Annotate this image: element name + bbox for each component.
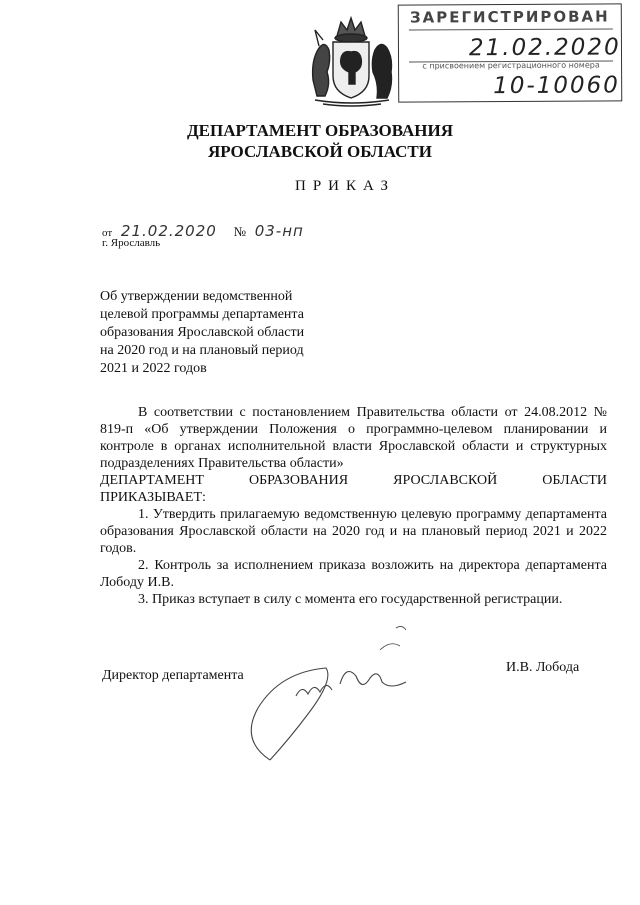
stamp-title: ЗАРЕГИСТРИРОВАН — [409, 7, 610, 27]
document-date: 21.02.2020 — [120, 222, 217, 240]
order-item: 2. Контроль за исполнением приказа возложить на директора департамента Лободу И.В. — [100, 558, 607, 590]
stamp-date: 21.02.2020 — [468, 34, 621, 62]
order-item: 1. Утвердить прилагаемую ведомственную целевую программу департамента образования Ярославской области на 2020 год и на плановый период 2021 и 2022 годов. — [100, 507, 607, 556]
order-item: 3. Приказ вступает в силу с момента его государственной регистрации. — [138, 592, 563, 607]
document-city: г. Ярославль — [102, 237, 161, 249]
subject-line: целевой программы департамента — [100, 307, 304, 322]
document-type: ПРИКАЗ — [295, 178, 395, 194]
organization-title — [0, 120, 640, 162]
registration-stamp — [398, 3, 623, 102]
stamp-note: с присвоением регистрационного номера — [422, 60, 600, 71]
signatory-position: Директор департамента — [102, 668, 244, 683]
document-body — [100, 404, 607, 608]
stamp-registration-number: 10-10060 — [493, 72, 620, 100]
document-subject — [100, 288, 340, 378]
subject-line: 2021 и 2022 годов — [100, 361, 207, 376]
subject-line: на 2020 год и на плановый период — [100, 343, 304, 358]
order-verb-line: ПРИКАЗЫВАЕТ: — [100, 490, 206, 505]
document-number: 03-нп — [254, 222, 304, 240]
preamble-paragraph: В соответствии с постановлением Правительства области от 24.08.2012 № 819-п «Об утверждении Положения о программно-целевом планировании и контроле в органах исполнительной власти Ярославской области и структурных подразделениях Правительства области» — [100, 405, 607, 471]
subject-line: Об утверждении ведомственной — [100, 289, 293, 304]
number-label: № — [233, 224, 246, 239]
organization-line-1: ДЕПАРТАМЕНТ ОБРАЗОВАНИЯ — [186, 121, 454, 140]
stamp-divider — [409, 28, 613, 30]
date-label: от — [102, 227, 113, 239]
signatory-name: И.В. Лобода — [506, 660, 580, 675]
subject-line: образования Ярославской области — [100, 325, 305, 340]
coat-of-arms-emblem — [303, 10, 399, 108]
order-issuer-line: ДЕПАРТАМЕНТ ОБРАЗОВАНИЯ ЯРОСЛАВСКОЙ ОБЛАСТИ — [100, 473, 607, 488]
handwritten-signature — [230, 620, 430, 770]
organization-line-2: ЯРОСЛАВСКОЙ ОБЛАСТИ — [208, 142, 432, 161]
